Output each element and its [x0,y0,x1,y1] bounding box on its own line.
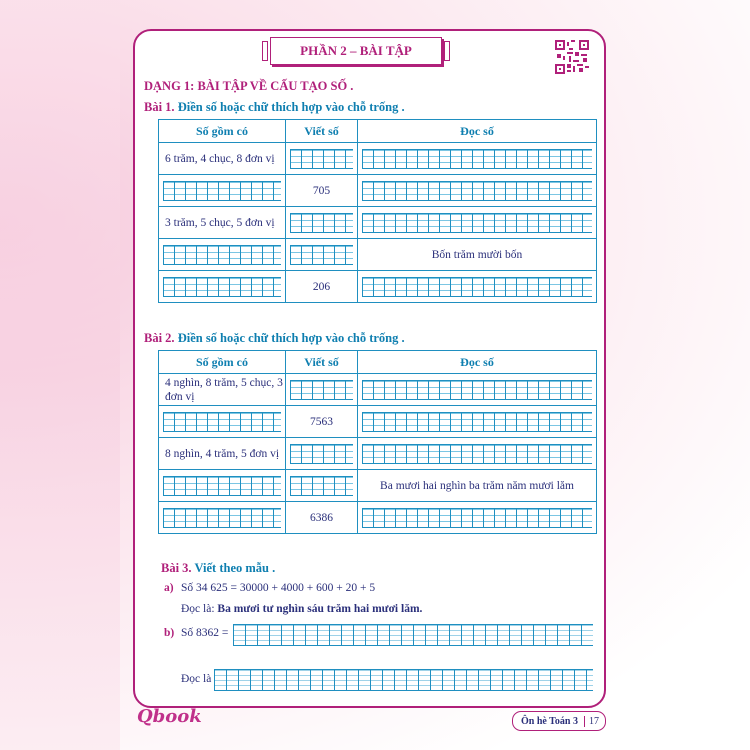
page-number: 17 [584,716,599,727]
bai1-row4-doc: Bốn trăm mười bốn [431,248,523,261]
section-heading-dang1: DẠNG 1: BÀI TẬP VỀ CẤU TẠO SỐ . [144,79,354,93]
bai3-b-expression-writing-lines[interactable] [233,624,593,646]
bai1-row2-viet: 705 [312,184,331,197]
bai2-row4-doc: Ba mươi hai nghìn ba trăm năm mươi lăm [380,479,574,492]
bai3-b-read-writing-lines[interactable] [214,669,593,691]
bai1-row1-viet-writing-lines[interactable] [290,149,353,169]
bai2-row1-gom: 4 nghìn, 8 trăm, 5 chục, 3 đơn vị [165,376,283,403]
bai2-header-doc: Đọc số [358,351,597,374]
bai2-row2-viet: 7563 [310,415,333,428]
publisher-logo: Qbook [137,706,202,727]
bai2-row4-viet-writing-lines[interactable] [290,476,353,496]
bai3-label: Bài 3. [161,561,192,575]
bai3-a-read-line [181,603,422,615]
bai2-row1-viet-writing-lines[interactable] [290,380,353,400]
bai3-instruction: Viết theo mẫu . [194,561,276,575]
bai3-b-read-label: Đọc là [181,673,212,685]
bai2-row3-doc-writing-lines[interactable] [362,444,592,464]
section-title: PHẦN 2 – BÀI TẬP [270,37,442,65]
bai2-row2-gom-writing-lines[interactable] [163,412,281,432]
bai2-heading [144,331,405,346]
footer-title: Ôn hè Toán 3 [521,715,578,727]
bai1-row5-doc-writing-lines[interactable] [362,277,592,297]
bai2-row5-gom-writing-lines[interactable] [163,508,281,528]
bai1-header-viet: Viết số [286,120,358,143]
bai2-instruction: Điền số hoặc chữ thích hợp vào chỗ trống . [177,331,405,345]
bai3-a-read-label: Đọc là: [181,603,215,615]
bai3-b-expression: Số 8362 = [181,627,229,639]
bai2-row5-doc-writing-lines[interactable] [362,508,592,528]
bai1-row2-doc-writing-lines[interactable] [362,181,592,201]
bai1-row3-gom: 3 trăm, 5 chục, 5 đơn vị [165,216,275,229]
bai1-row1-doc-writing-lines[interactable] [362,149,592,169]
bai1-header-doc: Đọc số [358,120,597,143]
bai1-row2-gom-writing-lines[interactable] [163,181,281,201]
bai2-header-viet: Viết số [286,351,358,374]
bai1-heading [144,100,405,115]
bai2-row1-doc-writing-lines[interactable] [362,380,592,400]
bai1-row5-viet: 206 [312,280,331,293]
bai3-a-expression: Số 34 625 = 30000 + 4000 + 600 + 20 + 5 [181,582,376,594]
bai2-row4-gom-writing-lines[interactable] [163,476,281,496]
bai2-label: Bài 2. [144,331,175,345]
bai3-a-label: a) [164,582,174,594]
bai3-heading [161,561,275,576]
bai3-a-read-value: Ba mươi tư nghìn sáu trăm hai mươi lăm. [217,603,423,615]
bai2-header-gom: Số gồm có [159,351,286,374]
bai1-row4-viet-writing-lines[interactable] [290,245,353,265]
bai1-row5-gom-writing-lines[interactable] [163,277,281,297]
bai1-header-gom: Số gồm có [159,120,286,143]
bai2-row3-viet-writing-lines[interactable] [290,444,353,464]
bai1-row3-doc-writing-lines[interactable] [362,213,592,233]
qr-code-icon [555,40,589,74]
bai2-table [158,350,597,534]
bai1-instruction: Điền số hoặc chữ thích hợp vào chỗ trống . [177,100,405,114]
bai2-row5-viet: 6386 [310,511,333,524]
bai1-label: Bài 1. [144,100,175,114]
bai2-row3-gom: 8 nghìn, 4 trăm, 5 đơn vị [165,447,280,460]
bai1-row4-gom-writing-lines[interactable] [163,245,281,265]
page-footer [512,711,606,731]
bai3-b-label: b) [164,627,175,639]
bai1-row3-viet-writing-lines[interactable] [290,213,353,233]
bai1-table [158,119,597,303]
bai2-row2-doc-writing-lines[interactable] [362,412,592,432]
bai1-row1-gom: 6 trăm, 4 chục, 8 đơn vị [165,152,275,165]
page-background [0,0,120,750]
